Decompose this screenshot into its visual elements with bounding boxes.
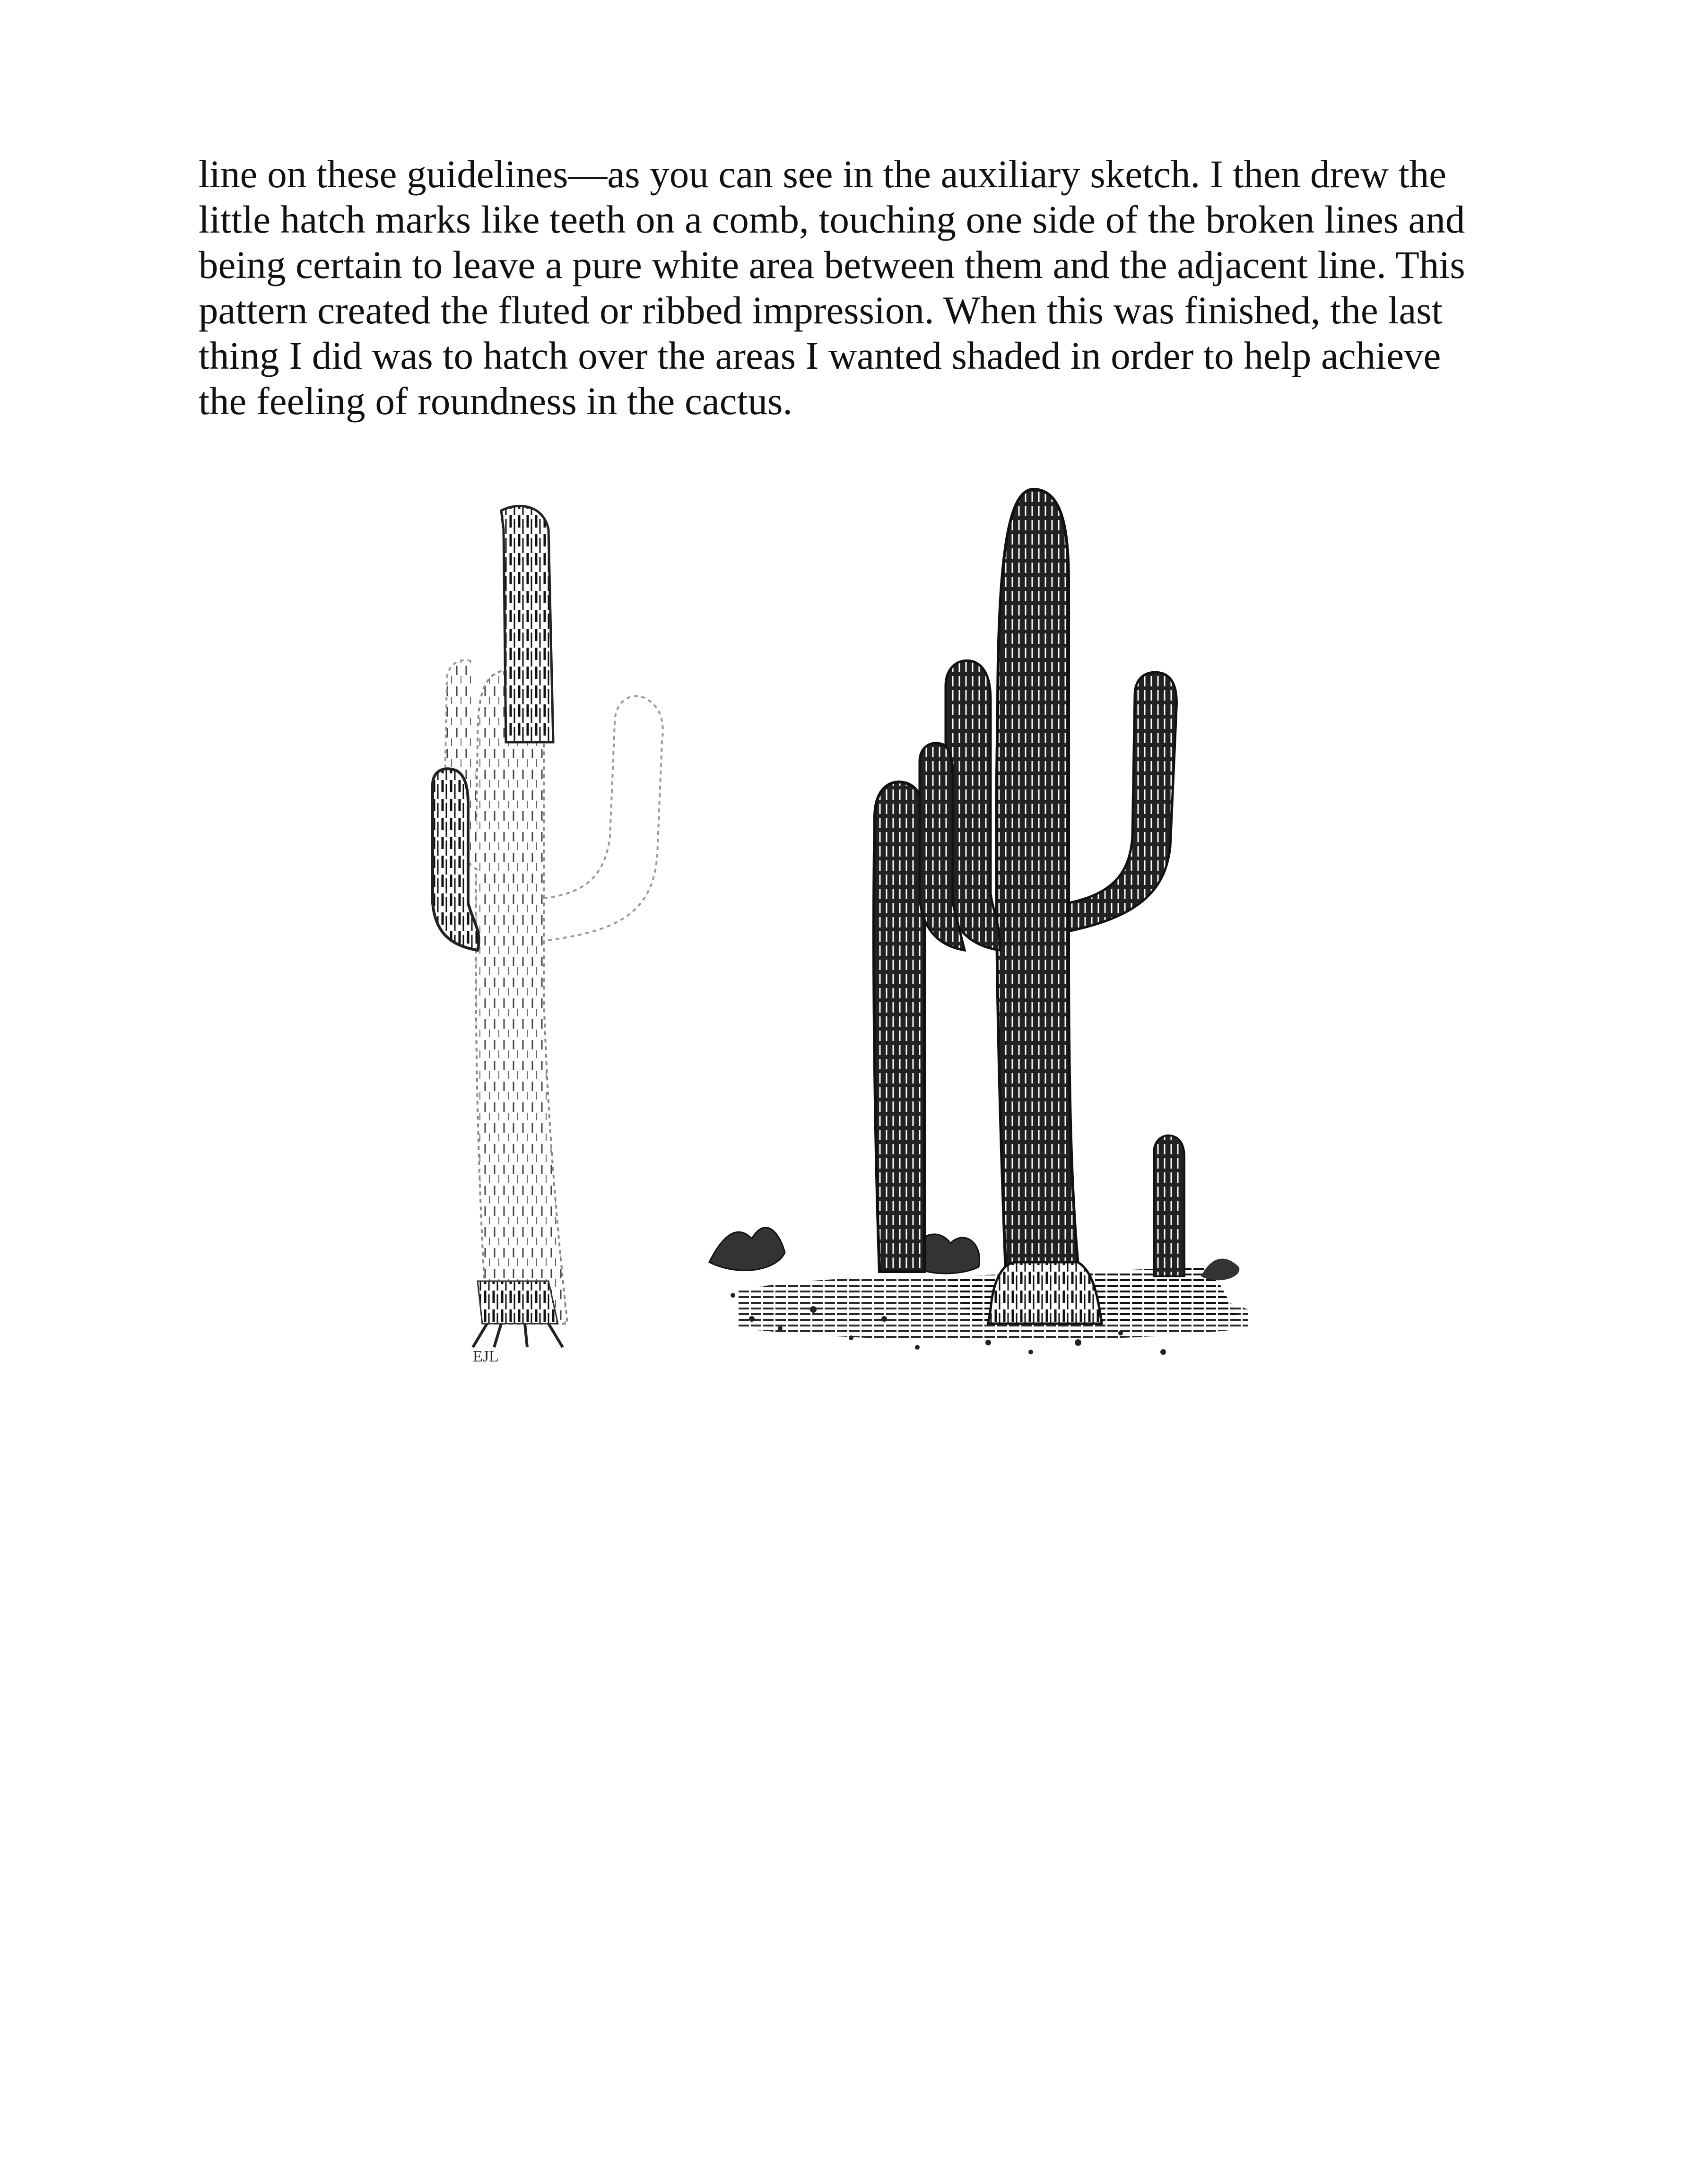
finished-cactus-scene xyxy=(709,489,1248,1355)
paragraph-line: thing I did was to hatch over the areas I wanted shaded in order to help achieve xyxy=(199,334,1441,377)
cactus-drawing xyxy=(407,477,1277,1366)
cactus-illustration xyxy=(407,477,1277,1366)
paragraph-line: being certain to leave a pure white area between them and the adjacent line. This xyxy=(199,243,1465,286)
signature: EJL xyxy=(473,1348,499,1365)
paragraph-line: little hatch marks like teeth on a comb, touching one side of the broken lines and xyxy=(199,198,1465,241)
body-text xyxy=(199,152,1504,424)
partial-top-line xyxy=(199,152,1504,197)
sketch-cactus xyxy=(433,506,663,1365)
paragraph-line: the feeling of roundness in the cactus. xyxy=(199,379,793,423)
partial-top-line-text: line on these guidelines—as you can see in the auxiliary sketch. I then drew the xyxy=(199,152,1447,196)
paragraph-line: pattern created the fluted or ribbed impression. When this was finished, the last xyxy=(199,288,1443,332)
